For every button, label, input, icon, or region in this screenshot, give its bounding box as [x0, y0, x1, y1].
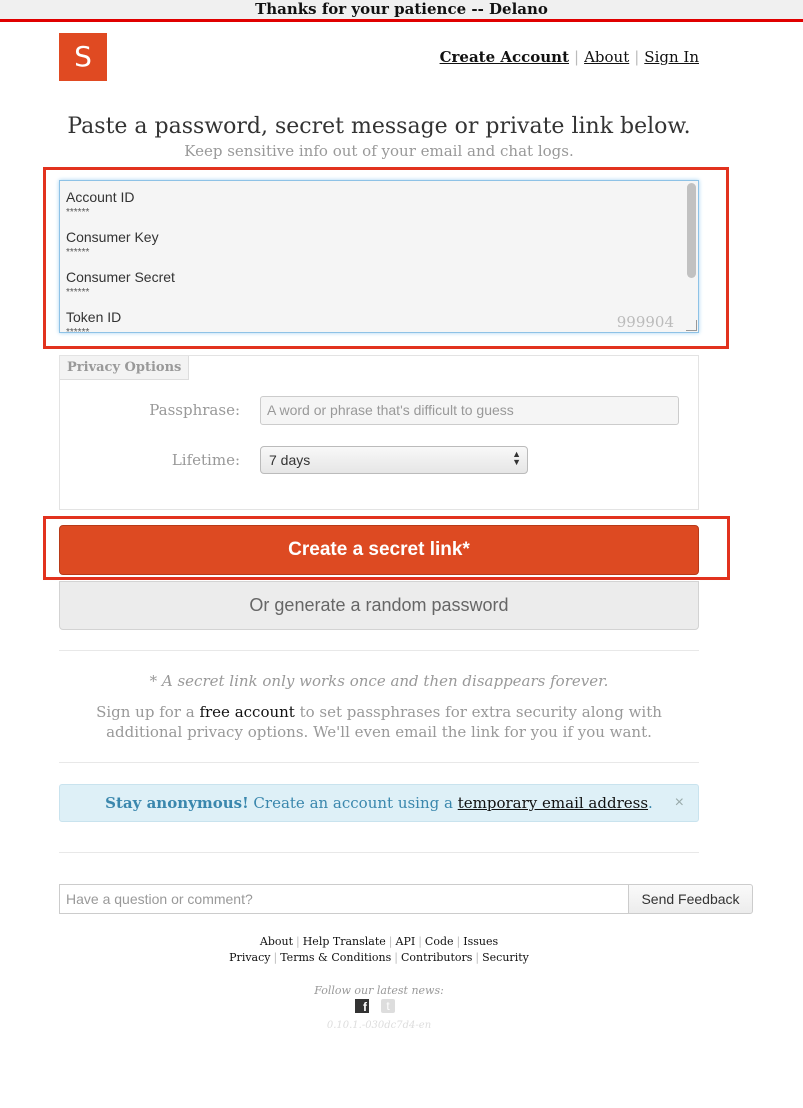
- footnote: * A secret link only works once and then disappears forever.: [149, 672, 609, 690]
- passphrase-label: Passphrase:: [149, 401, 240, 419]
- secret-line-label: Account ID: [66, 189, 135, 205]
- anonymous-alert: [59, 784, 699, 822]
- lifetime-label: Lifetime:: [171, 451, 240, 469]
- secret-line-label: Consumer Secret: [66, 269, 175, 285]
- lifetime-select[interactable]: [260, 446, 528, 474]
- footer-link-security[interactable]: Security: [482, 951, 529, 964]
- page-title: Paste a password, secret message or private link below.: [67, 114, 691, 139]
- close-icon[interactable]: ×: [674, 794, 684, 811]
- footer-links-row1: About | Help Translate | API | Code | Issues: [259, 935, 499, 948]
- footer-link-privacy[interactable]: Privacy: [229, 951, 271, 964]
- select-arrows-icon: ▲ ▼: [512, 449, 521, 467]
- feedback-input[interactable]: Have a question or comment?: [59, 884, 629, 914]
- divider: [59, 762, 699, 763]
- alert-text: .: [648, 794, 653, 812]
- privacy-options-panel: [59, 355, 699, 510]
- free-account-link[interactable]: free account: [199, 703, 295, 721]
- follow-label: Follow our latest news:: [314, 984, 444, 997]
- secret-line-mask: ******: [66, 287, 90, 298]
- signup-text: Sign up for a: [96, 703, 200, 721]
- temporary-email-link[interactable]: temporary email address: [457, 794, 649, 812]
- secret-line-label: Token ID: [66, 309, 122, 325]
- footer-link-contributors[interactable]: Contributors: [401, 951, 473, 964]
- divider: [59, 852, 699, 853]
- character-counter: 999904: [616, 313, 674, 331]
- signup-note: [79, 702, 679, 742]
- announcement-banner: Thanks for your patience -- Delano: [0, 0, 803, 22]
- footer-link-api[interactable]: API: [395, 935, 416, 948]
- send-feedback-button[interactable]: Send Feedback: [628, 884, 753, 914]
- divider: [59, 650, 699, 651]
- footer-link-issues[interactable]: Issues: [463, 935, 499, 948]
- lifetime-value: 7 days: [269, 452, 311, 468]
- secret-line-mask: ******: [66, 207, 90, 218]
- nav-separator: |: [574, 48, 580, 66]
- facebook-icon[interactable]: f: [355, 999, 369, 1013]
- footer-link-terms[interactable]: Terms & Conditions: [280, 951, 392, 964]
- version-string: 0.10.1.-030dc7d4-en: [326, 1020, 432, 1031]
- about-link[interactable]: About: [584, 48, 630, 66]
- highlight-box-button: [43, 516, 730, 580]
- nav-separator: |: [634, 48, 640, 66]
- sign-in-link[interactable]: Sign In: [644, 48, 699, 66]
- secret-line-mask: ******: [66, 327, 90, 333]
- privacy-options-tab[interactable]: Privacy Options: [60, 356, 189, 380]
- page-subtitle: Keep sensitive info out of your email and chat logs.: [184, 142, 574, 160]
- alert-text: Create an account using a: [248, 794, 458, 812]
- footer-link-code[interactable]: Code: [424, 935, 454, 948]
- create-account-link[interactable]: Create Account: [439, 48, 570, 66]
- secret-line-mask: ******: [66, 247, 90, 258]
- generate-password-button[interactable]: Or generate a random password: [59, 581, 699, 630]
- signup-text: to set passphrases for extra security along with additional privacy options. We'll even email the link for you if you want.: [106, 703, 662, 741]
- highlight-box-textarea: [43, 167, 729, 349]
- secret-line-label: Consumer Key: [66, 229, 159, 245]
- twitter-icon[interactable]: t: [381, 999, 395, 1013]
- footer-link-about[interactable]: About: [259, 935, 293, 948]
- logo[interactable]: S: [59, 33, 107, 81]
- footer-links-row2: Privacy | Terms & Conditions | Contributors | Security: [229, 951, 529, 964]
- create-secret-link-button[interactable]: Create a secret link*: [59, 525, 699, 575]
- passphrase-input[interactable]: A word or phrase that's difficult to guess: [260, 396, 679, 425]
- top-nav: [440, 48, 699, 66]
- alert-strong-text: Stay anonymous!: [105, 794, 249, 812]
- footer-link-help-translate[interactable]: Help Translate: [302, 935, 386, 948]
